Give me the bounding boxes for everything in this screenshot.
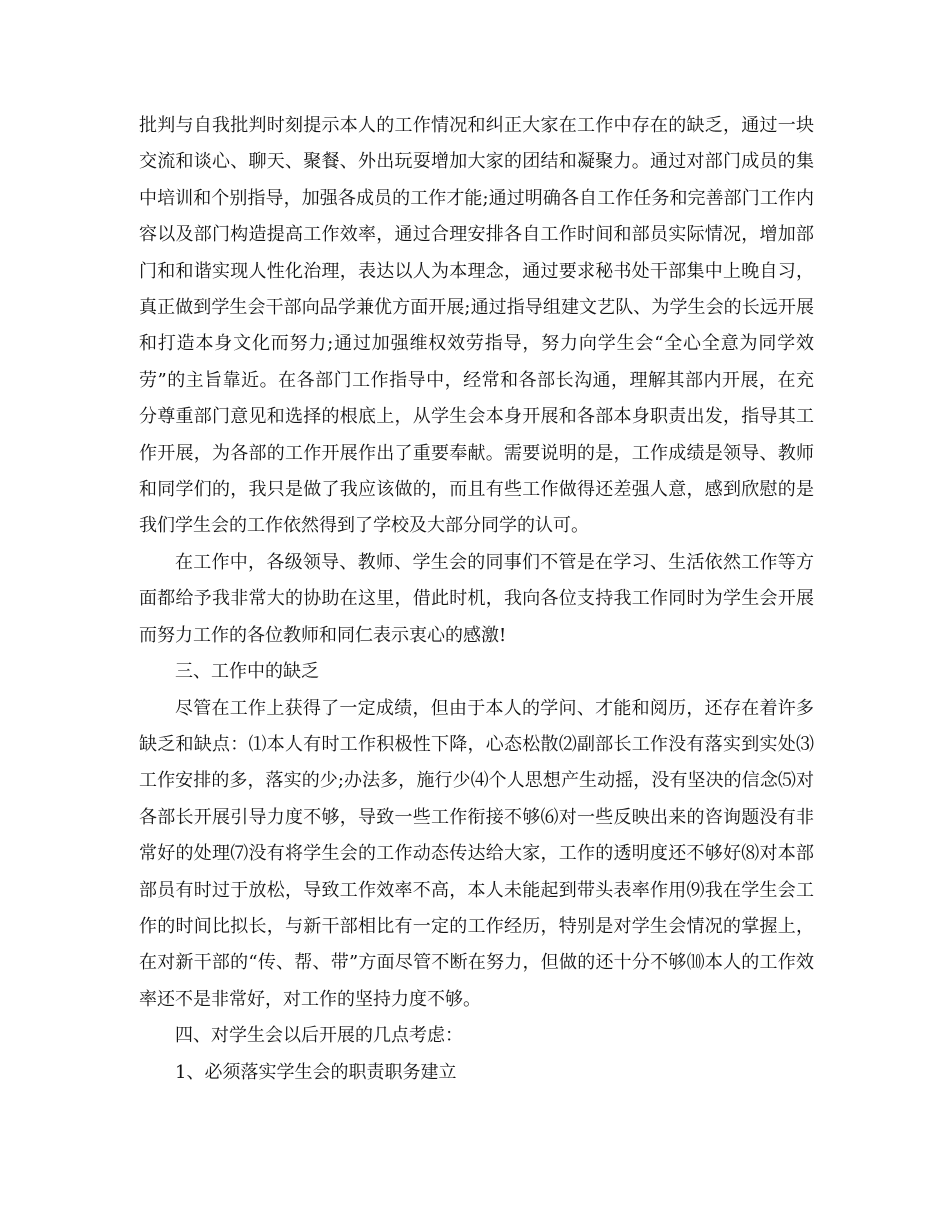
section-heading-shortcomings: 三、工作中的缺乏	[175, 661, 319, 683]
paragraph-gratitude: 在工作中，各级领导、教师、学生会的同事们不管是在学习、生活依然工作等方面都给予我非常大的协助在这里，借此时机，我向各位支持我工作同时为学生会开展而努力工作的各位教师和同仁表示衷心的感激!	[139, 551, 814, 646]
paragraph-work-summary: 批判与自我批判时刻提示本人的工作情况和纠正大家在工作中存在的缺乏，通过一块交流和谈心、聊天、聚餐、外出玩耍增加大家的团结和凝聚力。通过对部门成员的集中培训和个别指导，加强各成员的工作才能;通过明确各自工作任务和完善部门工作内容以及部门构造提高工作效率，通过合理安排各自工作时间和部员实际情况，增加部门和和谐实现人性化治理，表达以人为本理念，通过要求秘书处干部集中上晚自习，真正做到学生会干部向品学兼优方面开展;通过指导组建文艺队、为学生会的长远开展和打造本身文化而努力;通过加强维权效劳指导，努力向学生会“全心全意为同学效劳”的主旨靠近。在各部门工作指导中，经常和各部长沟通，理解其部内开展，在充分尊重部门意见和选择的根底上，从学生会本身开展和各部本身职责出发，指导其工作开展，为各部的工作开展作出了重要奉献。需要说明的是，工作成绩是领导、教师和同学们的，我只是做了我应该做的，而且有些工作做得还差强人意，感到欣慰的是我们学生会的工作依然得到了学校及大部分同学的认可。	[139, 115, 814, 537]
list-item-first-consideration: 1、必须落实学生会的职责职务建立	[175, 1061, 457, 1083]
paragraph-shortcomings-list: 尽管在工作上获得了一定成绩，但由于本人的学问、才能和阅历，还存在着许多缺乏和缺点：⑴本人有时工作积极性下降，心态松散⑵副部长工作没有落实到实处⑶工作安排的多，落实的少;办法多，施行少⑷个人思想产生动摇，没有坚决的信念⑸对各部长开展引导力度不够，导致一些工作衔接不够⑹对一些反映出来的咨询题没有非常好的处理⑺没有将学生会的工作动态传达给大家，工作的透明度还不够好⑻对本部部员有时过于放松，导致工作效率不高，本人未能起到带头表率作用⑼我在学生会工作的时间比拟长，与新干部相比有一定的工作经历，特别是对学生会情况的掌握上，在对新干部的“传、帮、带”方面尽管不断在努力，但做的还十分不够⑽本人的工作效率还不是非常好，对工作的坚持力度不够。	[139, 697, 814, 1010]
document-body	[139, 108, 814, 1091]
section-heading-future-considerations: 四、对学生会以后开展的几点考虑：	[175, 1025, 463, 1047]
